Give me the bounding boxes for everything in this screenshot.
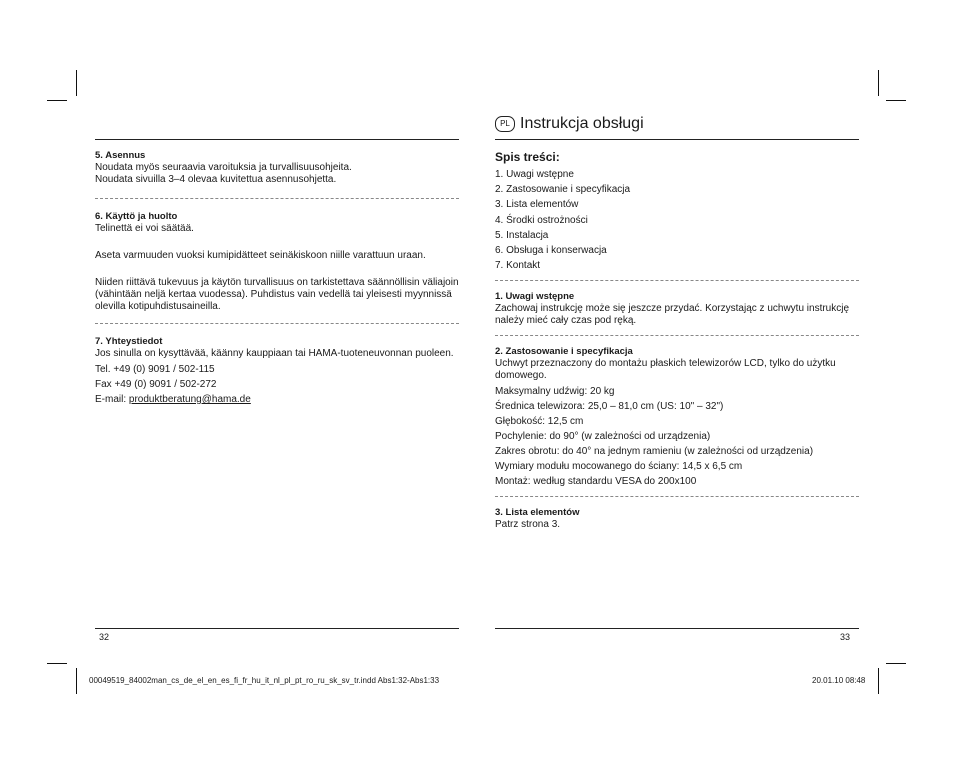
- bottom-rule-right: [495, 628, 859, 629]
- paragraph: Jos sinulla on kysyttävää, käänny kauppiaan tai HAMA-tuoteneuvonnan puoleen.: [95, 348, 454, 359]
- toc-item: 6. Obsługa i konserwacja: [495, 244, 607, 256]
- toc-item: 2. Zastosowanie i specyfikacja: [495, 184, 631, 196]
- phone-number: Tel. +49 (0) 9091 / 502-115: [95, 364, 215, 375]
- top-rule-right: [495, 139, 859, 140]
- dashed-divider: [95, 323, 459, 324]
- crop-mark: [47, 100, 67, 101]
- page-title-text: Instrukcja obsługi: [520, 115, 644, 132]
- email-line: [95, 394, 459, 406]
- dashed-divider: [495, 280, 859, 281]
- paragraph: Noudata myös seuraavia varoituksia ja turvallisuusohjeita.: [95, 162, 352, 173]
- toc-item: 1. Uwagi wstępne: [495, 169, 574, 180]
- spec-item: Zakres obrotu: do 40° na jednym ramieniu (w zależności od urządzenia): [495, 446, 814, 458]
- spec-item: Maksymalny udźwig: 20 kg: [495, 386, 615, 398]
- section-title: 1. Uwagi wstępne: [495, 291, 575, 303]
- page-number-left: 32: [99, 632, 110, 642]
- paragraph: Uchwyt przeznaczony do montażu płaskich telewizorów LCD, tylko do użytku domowego.: [495, 358, 836, 382]
- crop-mark: [76, 668, 77, 694]
- file-slug: 00049519_84002man_cs_de_el_en_es_fi_fr_hu_it_nl_pl_pt_ro_ru_sk_sv_tr.indd Abs1:32-Abs1:33: [89, 676, 440, 685]
- crop-mark: [878, 668, 879, 694]
- bottom-rule-left: [95, 628, 459, 629]
- dashed-divider: [95, 198, 459, 199]
- paragraph: Patrz strona 3.: [495, 519, 561, 531]
- toc-item: 3. Lista elementów: [495, 199, 579, 211]
- crop-mark: [47, 663, 67, 664]
- section-title: 5. Asennus: [95, 150, 146, 161]
- print-date: 20.01.10 08:48: [812, 676, 866, 685]
- table-of-contents: [495, 169, 859, 272]
- spec-item: Montaż: według standardu VESA do 200x100: [495, 476, 697, 488]
- toc-title: Spis treści:: [495, 150, 560, 164]
- paragraph: Noudata sivuilla 3–4 olevaa kuvitettua asennusohjetta.: [95, 174, 337, 185]
- paragraph: Telinettä ei voi säätää.: [95, 223, 194, 234]
- email-label: E-mail:: [95, 394, 129, 405]
- crop-mark: [878, 70, 879, 96]
- crop-mark: [886, 663, 906, 664]
- paragraph: Aseta varmuuden vuoksi kumipidätteet seinäkiskoon niille varattuun uraan.: [95, 250, 426, 261]
- email-link[interactable]: produktberatung@hama.de: [128, 394, 251, 405]
- fax-number: Fax +49 (0) 9091 / 502-272: [95, 379, 217, 390]
- toc-item: 7. Kontakt: [495, 260, 541, 272]
- top-rule-left: [95, 139, 459, 140]
- section-title: 7. Yhteystiedot: [95, 336, 163, 347]
- page-title: [495, 114, 644, 134]
- dashed-divider: [495, 335, 859, 336]
- section-title: 6. Käyttö ja huolto: [95, 211, 178, 222]
- toc-item: 4. Środki ostrożności: [495, 214, 588, 226]
- toc-item: 5. Instalacja: [495, 229, 549, 241]
- paragraph: Zachowaj instrukcję może się jeszcze przydać. Korzystając z uchwytu instrukcję należy mieć cały czas pod ręką.: [495, 303, 850, 327]
- page-number-right: 33: [840, 632, 851, 642]
- spec-item: Głębokość: 12,5 cm: [495, 416, 584, 428]
- spec-item: Wymiary modułu mocowanego do ściany: 14,5 x 6,5 cm: [495, 461, 743, 473]
- language-badge: PL: [495, 116, 515, 132]
- dashed-divider: [495, 496, 859, 497]
- spec-item: Średnica telewizora: 25,0 – 81,0 cm (US: 10" – 32"): [495, 401, 724, 413]
- paragraph: Niiden riittävä tukevuus ja käytön turvallisuus on tarkistettava säännöllisin väliajoin (vähintään neljä kertaa vuodessa). Puhdistus vain vedellä tai yleisesti myynnissä olevilla kotipuhdistusaineilla.: [95, 277, 459, 312]
- section-title: 2. Zastosowanie i specyfikacja: [495, 346, 633, 358]
- spec-item: Pochylenie: do 90° (w zależności od urządzenia): [495, 431, 711, 443]
- left-column: [95, 150, 459, 409]
- crop-mark: [886, 100, 906, 101]
- section-title: 3. Lista elementów: [495, 507, 580, 519]
- right-column: [495, 150, 859, 531]
- crop-mark: [76, 70, 77, 96]
